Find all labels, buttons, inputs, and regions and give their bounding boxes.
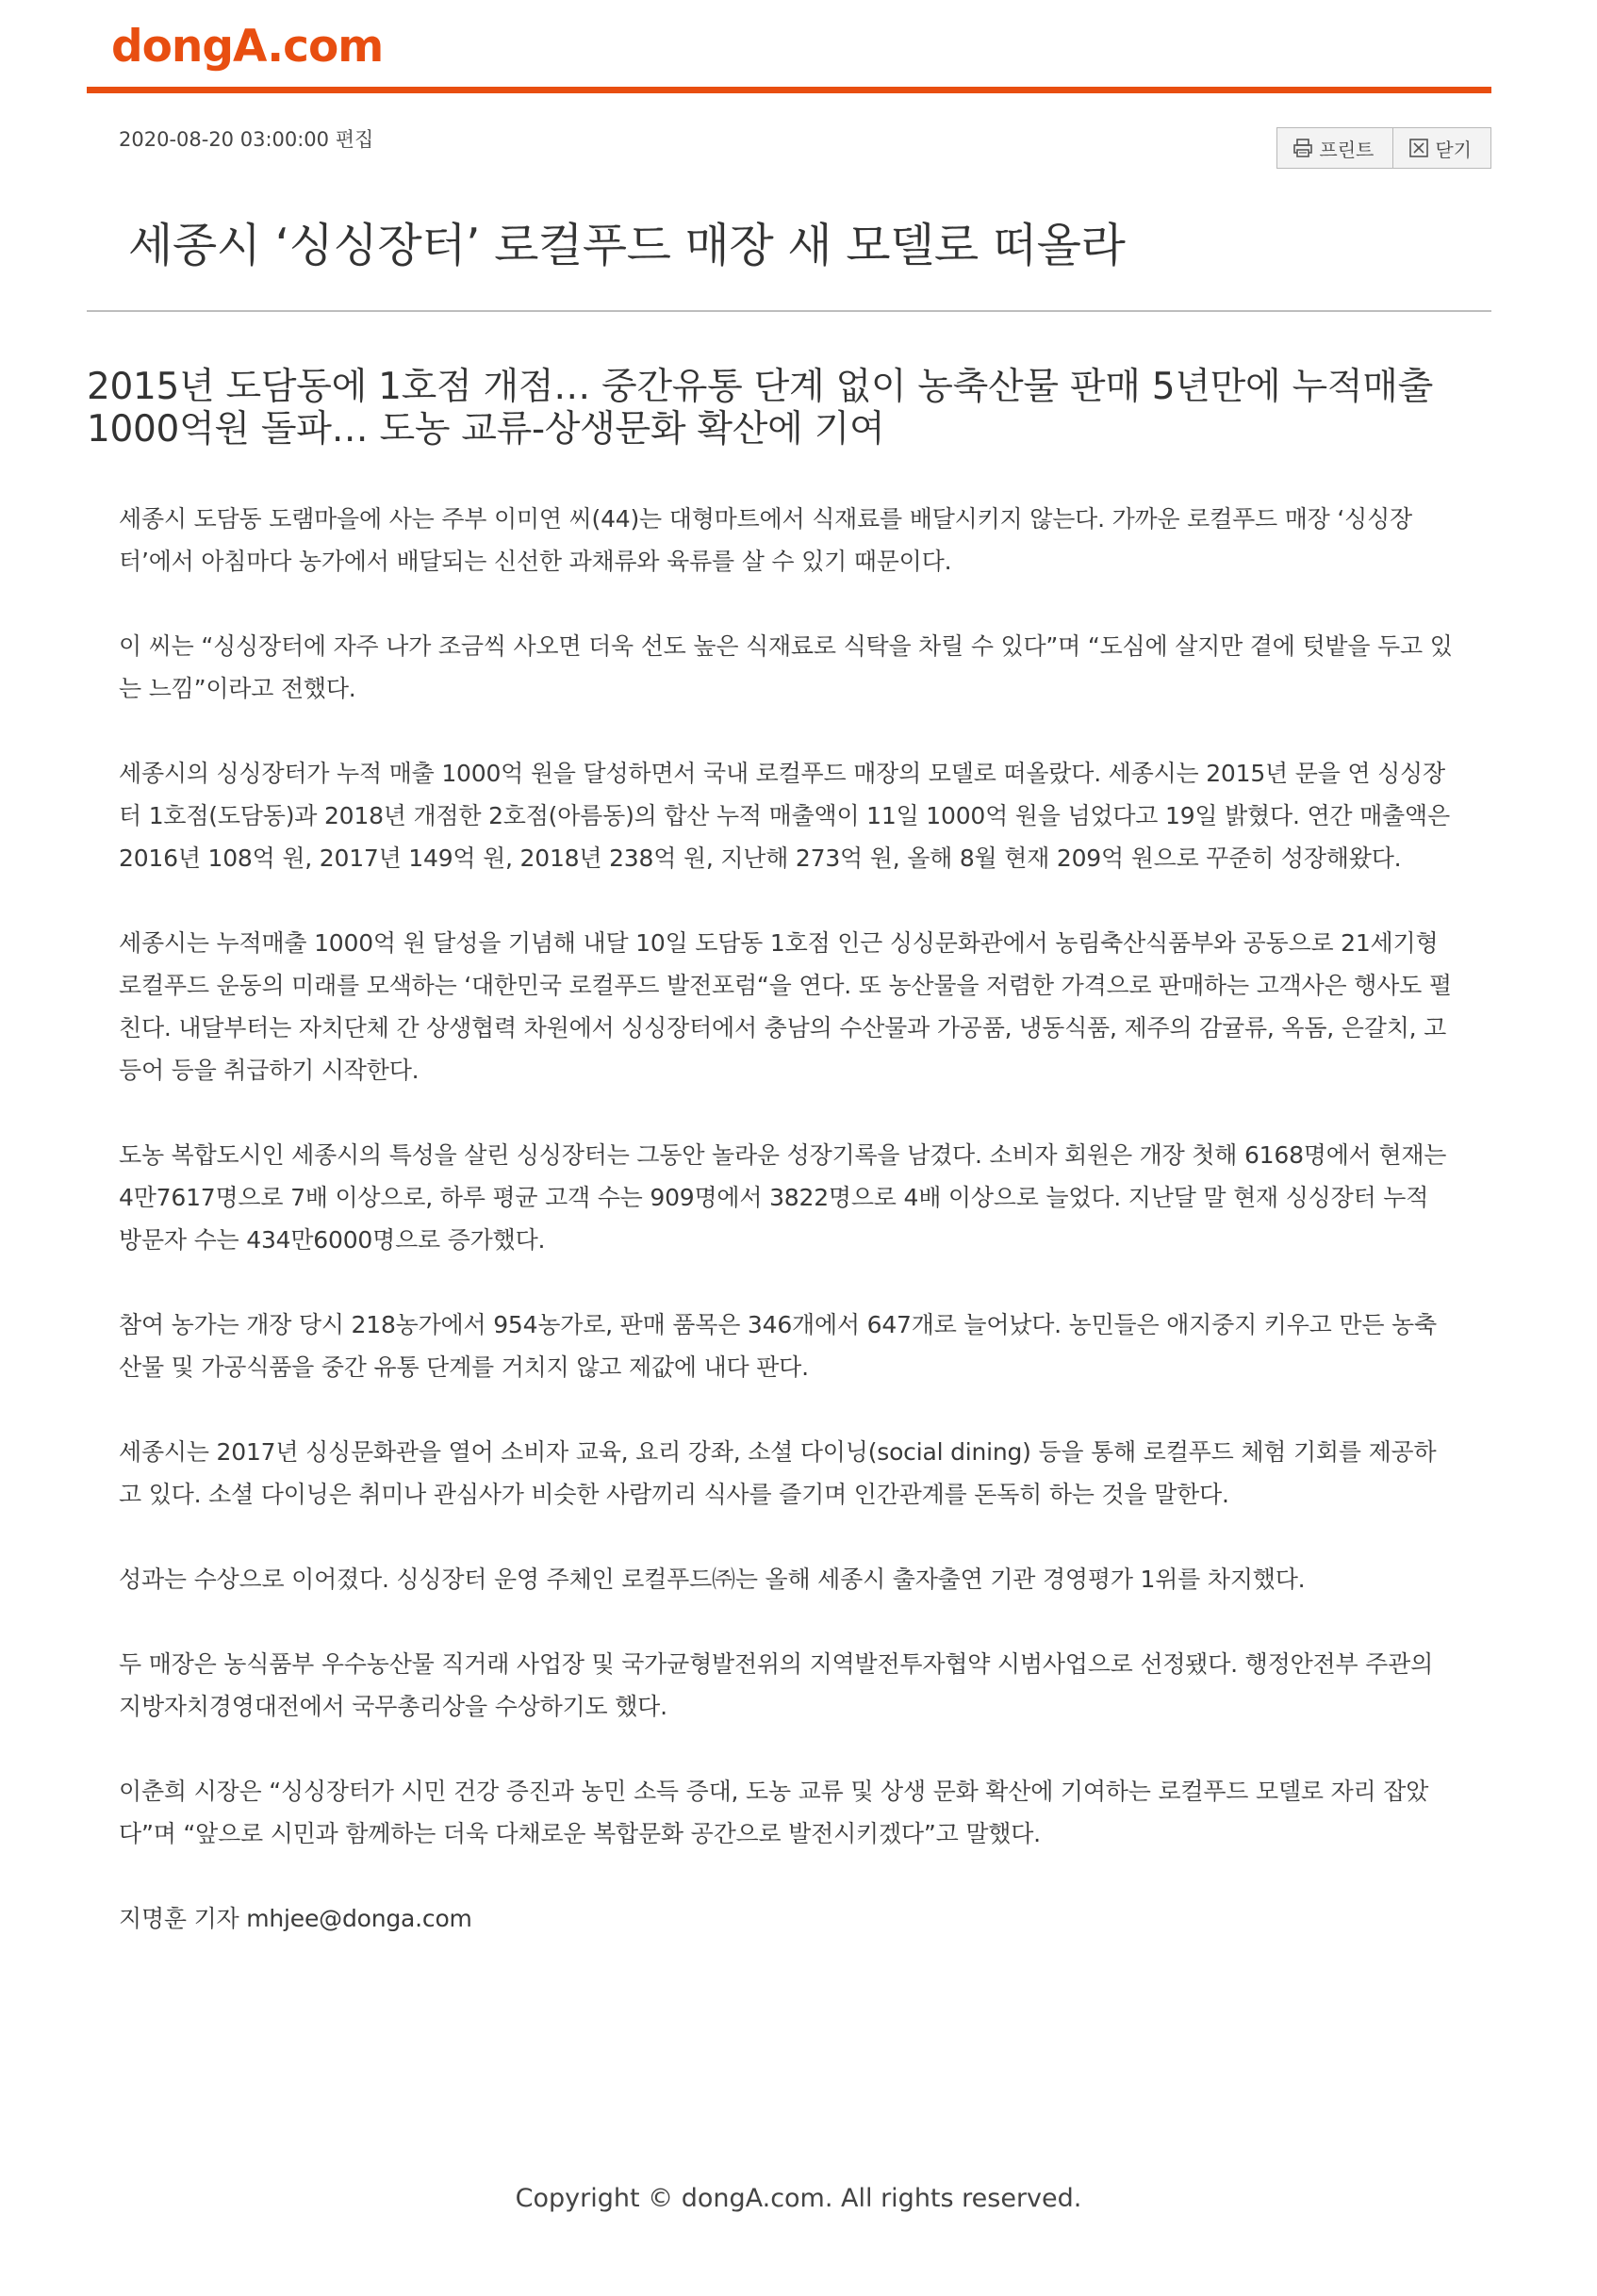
- reporter-byline: 지명훈 기자 mhjee@donga.com: [119, 1905, 472, 1932]
- article-paragraph: 세종시는 2017년 싱싱문화관을 열어 소비자 교육, 요리 강좌, 소셜 다이닝(social dining) 등을 통해 로컬푸드 체험 기회를 제공하고 있다. 소셜 다이닝은 취미나 관심사가 비슷한 사람끼리 식사를 즐기며 인간관계를 돈독히 하는 것을 말한다.: [119, 1438, 1437, 1508]
- article-body: [119, 498, 1457, 1982]
- donga-logo[interactable]: dongA.com: [111, 21, 384, 73]
- article-paragraph: 세종시의 싱싱장터가 누적 매출 1000억 원을 달성하면서 국내 로컬푸드 매장의 모델로 떠올랐다. 세종시는 2015년 문을 연 싱싱장터 1호점(도담동)과 2018년 개점한 2호점(아름동)의 합산 누적 매출액이 11일 1000억 원을 넘었다고 19일 밝혔다. 연간 매출액은 2016년 108억 원, 2017년 149억 원, 2018년 238억 원, 지난해 273억 원, 올해 8월 현재 209억 원으로 꾸준히 성장해왔다.: [119, 760, 1450, 872]
- article-actions: [1276, 127, 1491, 169]
- article-paragraph: 도농 복합도시인 세종시의 특성을 살린 싱싱장터는 그동안 놀라운 성장기록을 남겼다. 소비자 회원은 개장 첫해 6168명에서 현재는 4만7617명으로 7배 이상으로, 하루 평균 고객 수는 909명에서 3822명으로 4배 이상으로 늘었다. 지난달 말 현재 싱싱장터 누적 방문자 수는 434만6000명으로 증가했다.: [119, 1141, 1447, 1254]
- article-paragraph: 세종시 도담동 도램마을에 사는 주부 이미연 씨(44)는 대형마트에서 식재료를 배달시키지 않는다. 가까운 로컬푸드 매장 ‘싱싱장터’에서 아침마다 농가에서 배달되는 신선한 과채류와 육류를 살 수 있기 때문이다.: [119, 505, 1412, 575]
- print-label: 프린트: [1319, 138, 1375, 161]
- close-button[interactable]: [1392, 128, 1490, 168]
- copyright-footer: Copyright © dongA.com. All rights reserved.: [515, 2184, 1082, 2213]
- close-box-icon: [1408, 138, 1429, 158]
- article-paragraph: 두 매장은 농식품부 우수농산물 직거래 사업장 및 국가균형발전위의 지역발전투자협약 시범사업으로 선정됐다. 행정안전부 주관의 지방자치경영대전에서 국무총리상을 수상하기도 했다.: [119, 1650, 1434, 1720]
- close-label: 닫기: [1435, 138, 1472, 161]
- article-paragraph: 세종시는 누적매출 1000억 원 달성을 기념해 내달 10일 도담동 1호점 인근 싱싱문화관에서 농림축산식품부와 공동으로 21세기형 로컬푸드 운동의 미래를 모색하는 ‘대한민국 로컬푸드 발전포럼“을 연다. 또 농산물을 저렴한 가격으로 판매하는 고객사은 행사도 펼친다. 내달부터는 자치단체 간 상생협력 차원에서 싱싱장터에서 충남의 수산물과 가공품, 냉동식품, 제주의 감귤류, 옥돔, 은갈치, 고등어 등을 취급하기 시작한다.: [119, 929, 1452, 1084]
- article-paragraph: 이 씨는 “싱싱장터에 자주 나가 조금씩 사오면 더욱 선도 높은 식재료로 식탁을 차릴 수 있다”며 “도심에 살지만 곁에 텃밭을 두고 있는 느낌”이라고 전했다.: [119, 632, 1453, 702]
- title-divider: [87, 310, 1491, 312]
- header-accent-bar: [87, 87, 1491, 93]
- printer-icon: [1292, 138, 1313, 158]
- article-paragraph: 참여 농가는 개장 당시 218농가에서 954농가로, 판매 품목은 346개에서 647개로 늘어났다. 농민들은 애지중지 키우고 만든 농축산물 및 가공식품을 중간 유통 단계를 거치지 않고 제값에 내다 판다.: [119, 1311, 1437, 1381]
- print-button[interactable]: [1277, 128, 1392, 168]
- article-paragraph: 이춘희 시장은 “싱싱장터가 시민 건강 증진과 농민 소득 증대, 도농 교류 및 상생 문화 확산에 기여하는 로컬푸드 모델로 자리 잡았다”며 “앞으로 시민과 함께하는 더욱 다채로운 복합문화 공간으로 발전시키겠다”고 말했다.: [119, 1778, 1429, 1847]
- article-paragraph: 성과는 수상으로 이어졌다. 싱싱장터 운영 주체인 로컬푸드㈜는 올해 세종시 출자출연 기관 경영평가 1위를 차지했다.: [119, 1566, 1306, 1593]
- article-subtitle: 2015년 도담동에 1호점 개점… 중간유통 단계 없이 농축산물 판매 5년만에 누적매출 1000억원 돌파… 도농 교류-상생문화 확산에 기여: [87, 366, 1433, 451]
- edit-timestamp: 2020-08-20 03:00:00 편집: [119, 128, 374, 151]
- article-title: 세종시 ‘싱싱장터’ 로컬푸드 매장 새 모델로 떠올라: [128, 219, 1126, 272]
